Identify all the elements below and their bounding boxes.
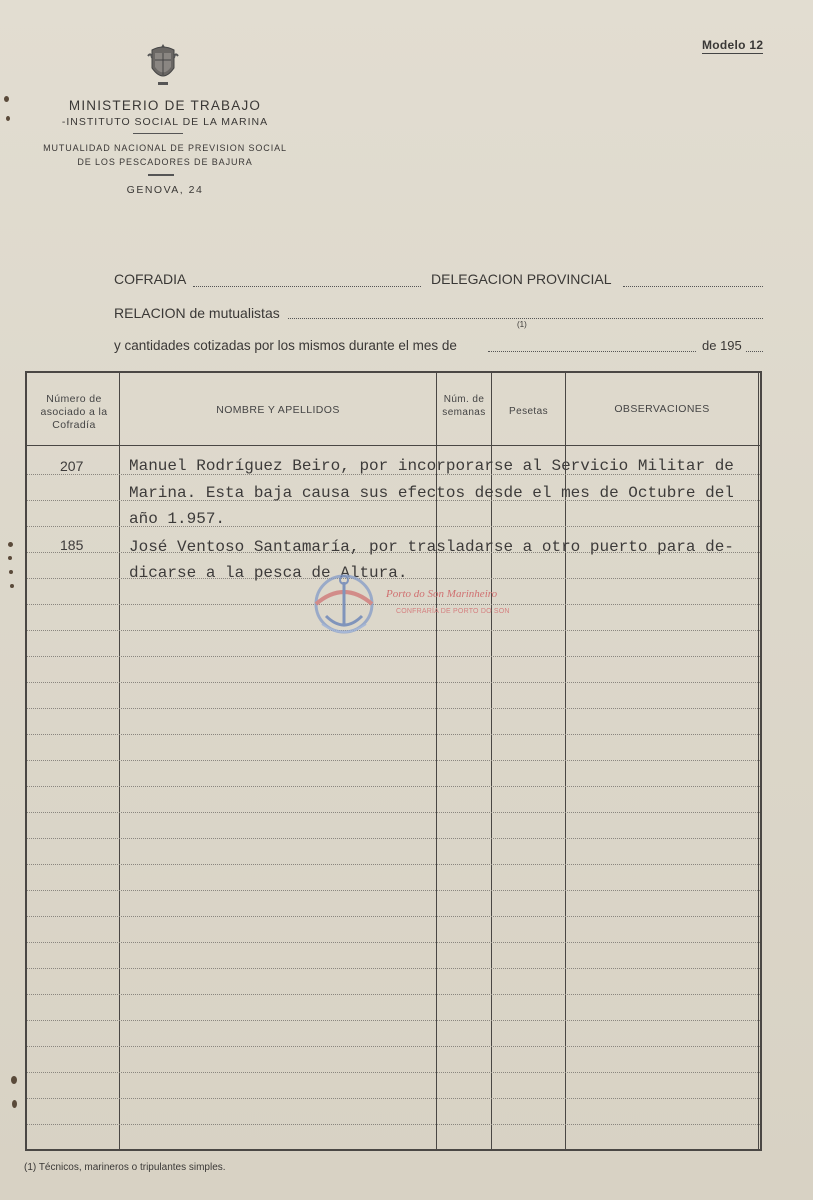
mutual-line-1: MUTUALIDAD NACIONAL DE PREVISION SOCIAL: [43, 143, 287, 153]
institute-title: -INSTITUTO SOCIAL DE LA MARINA: [61, 116, 269, 128]
stamp-signature: Porto do Son Marinheiro: [386, 588, 498, 600]
delegacion-field[interactable]: [623, 286, 763, 287]
cantidades-label: y cantidades cotizadas por los mismos durante el mes de: [114, 338, 457, 353]
year-field[interactable]: [746, 351, 763, 352]
address: GENOVA, 24: [126, 184, 204, 196]
header-numero: Número de asociado a la Cofradía: [40, 393, 108, 431]
model-number: Modelo 12: [702, 38, 764, 52]
member-number: 185: [60, 537, 84, 553]
anchor-stamp-icon: [312, 570, 376, 640]
stamp-caption: CONFRARÍA DE PORTO DO SON: [396, 608, 510, 615]
divider: [148, 174, 174, 176]
entry-text-line: dicarse a la pesca de Altura.: [129, 564, 408, 582]
mutual-line-2: DE LOS PESCADORES DE BAJURA: [77, 157, 253, 167]
entry-text-line: Marina. Esta baja causa sus efectos desde el mes de Octubre del: [129, 484, 734, 502]
relacion-label: RELACION de mutualistas: [114, 305, 280, 321]
header-observaciones: OBSERVACIONES: [614, 403, 710, 415]
divider: [133, 133, 183, 134]
entry-text-line: José Ventoso Santamaría, por trasladarse a otro puerto para de-: [129, 538, 734, 556]
header-pesetas: Pesetas: [509, 406, 548, 417]
month-field[interactable]: [488, 351, 696, 352]
header-divider: [27, 445, 760, 446]
footnote: (1) Técnicos, marineros o tripulantes simples.: [24, 1162, 226, 1173]
cofradia-label: COFRADIA: [114, 271, 187, 287]
header-nombre: NOMBRE Y APELLIDOS: [216, 404, 340, 416]
relacion-field[interactable]: [288, 318, 763, 319]
ministry-title: MINISTERIO DE TRABAJO: [68, 98, 262, 113]
footnote-marker: (1): [517, 320, 527, 329]
entry-text-line: año 1.957.: [129, 510, 226, 528]
cofradia-field[interactable]: [193, 286, 421, 287]
delegacion-label: DELEGACION PROVINCIAL: [431, 271, 612, 287]
entry-text-line: Manuel Rodríguez Beiro, por incorporarse al Servicio Militar de: [129, 457, 734, 475]
coat-of-arms-icon: [146, 42, 180, 88]
year-label: de 195: [702, 338, 742, 353]
member-number: 207: [60, 458, 84, 474]
header-semanas: Núm. de semanas: [442, 394, 486, 418]
